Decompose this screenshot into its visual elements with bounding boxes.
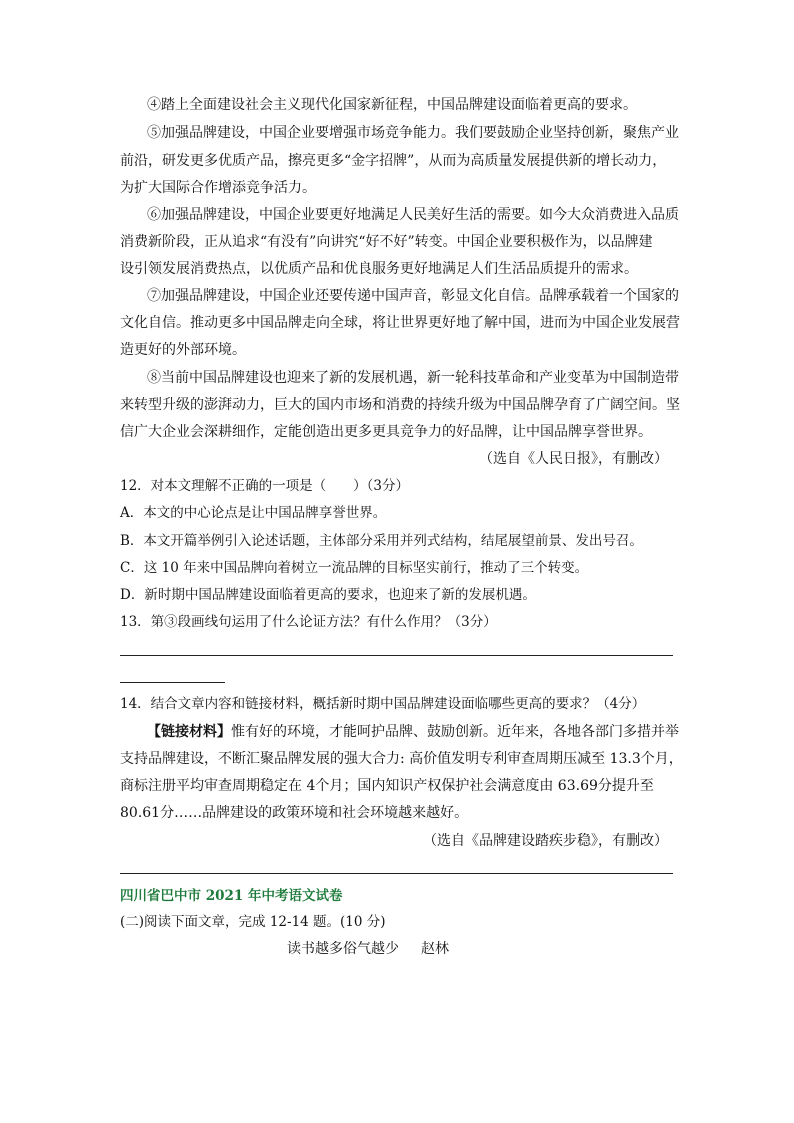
section-divider — [120, 873, 673, 874]
source-citation: （选自《人民日报》，有删改） — [479, 451, 668, 467]
question-12-option-b: B．本文开篇举例引入论述话题，主体部分采用并列式结构，结尾展望前景、发出号召。 — [120, 533, 643, 549]
link-material-label: 【链接材料】 — [147, 724, 231, 740]
link-material-text: 惟有好的环境，才能呵护品牌、鼓励创新。近年来，各地各部门多措并举 — [231, 724, 679, 740]
question-12-option-d: D．新时期中国品牌建设面临着更高的要求，也迎来了新的发展机遇。 — [120, 587, 536, 603]
exam-title: 四川省巴中市 2021 年中考语文试卷 — [120, 888, 343, 904]
article-author: 赵林 — [421, 941, 449, 957]
paragraph-7-line-1: ⑦加强品牌建设，中国企业还要传递中国声音，彰显文化自信。品牌承载着一个国家的 — [147, 288, 679, 304]
question-12-option-c: C．这 10 年来中国品牌向着树立一流品牌的目标坚实前行，推动了三个转变。 — [120, 560, 589, 576]
answer-line-2 — [120, 682, 225, 683]
paragraph-4: ④踏上全面建设社会主义现代化国家新征程，中国品牌建设面临着更高的要求。 — [147, 97, 637, 113]
paragraph-5-line-3: 为扩大国际合作增添竞争活力。 — [120, 180, 316, 196]
link-material-line-2: 支持品牌建设，不断汇聚品牌发展的强大合力: 高价值发明专利审查周期压减至 13.3个月， — [120, 751, 683, 767]
article-title-line — [287, 939, 449, 959]
question-14: 14．结合文章内容和链接材料，概括新时期中国品牌建设面临哪些更高的要求？（4分） — [120, 696, 646, 712]
question-12-option-a: A．本文的中心论点是让中国品牌享誉世界。 — [120, 505, 387, 521]
paragraph-8-line-2: 来转型升级的澎湃动力，巨大的国内市场和消费的持续升级为中国品牌孕育了广阔空间。坚 — [120, 397, 680, 413]
paragraph-7-line-3: 造更好的外部环境。 — [120, 342, 246, 358]
paragraph-7-line-2: 文化自信。推动更多中国品牌走向全球，将让世界更好地了解中国，进而为中国企业发展营 — [120, 315, 680, 331]
paragraph-6-line-2: 消费新阶段，正从追求“有没有”向讲究“好不好”转变。中国企业要积极作为，以品牌建 — [120, 234, 653, 250]
link-material-line-1 — [147, 722, 679, 742]
paragraph-6-line-3: 设引领发展消费热点，以优质产品和优良服务更好地满足人们生活品质提升的需求。 — [120, 261, 638, 277]
link-material-line-4: 80.61分……品牌建设的政策环境和社会环境越来越好。 — [120, 805, 469, 821]
question-13: 13．第③段画线句运用了什么论证方法？有什么作用？（3分） — [120, 614, 497, 630]
article-title: 读书越多俗气越少 — [287, 941, 399, 957]
section-instruction: (二)阅读下面文章，完成 12-14 题。(10 分) — [120, 914, 386, 930]
paragraph-5-line-2: 前沿，研发更多优质产品，擦亮更多“金字招牌”，从而为高质量发展提供新的增长动力， — [120, 153, 667, 169]
paragraph-5-line-1: ⑤加强品牌建设，中国企业要增强市场竞争能力。我们要鼓励企业坚持创新，聚焦产业 — [147, 125, 679, 141]
paragraph-6-line-1: ⑥加强品牌建设，中国企业要更好地满足人民美好生活的需要。如今大众消费进入品质 — [147, 207, 679, 223]
link-material-line-3: 商标注册平均审查周期稳定在 4个月；国内知识产权保护社会满意度由 63.69分提升至 — [120, 778, 654, 794]
answer-line-1 — [120, 655, 673, 656]
link-material-source: （选自《品牌建设踏疾步稳》，有删改） — [423, 833, 668, 849]
paragraph-8-line-1: ⑧当前中国品牌建设也迎来了新的发展机遇，新一轮科技革命和产业变革为中国制造带 — [147, 370, 679, 386]
question-12: 12．对本文理解不正确的一项是（ ）（3分） — [120, 478, 410, 494]
paragraph-8-line-3: 信广大企业会深耕细作，定能创造出更多更具竞争力的好品牌，让中国品牌享誉世界。 — [120, 424, 652, 440]
